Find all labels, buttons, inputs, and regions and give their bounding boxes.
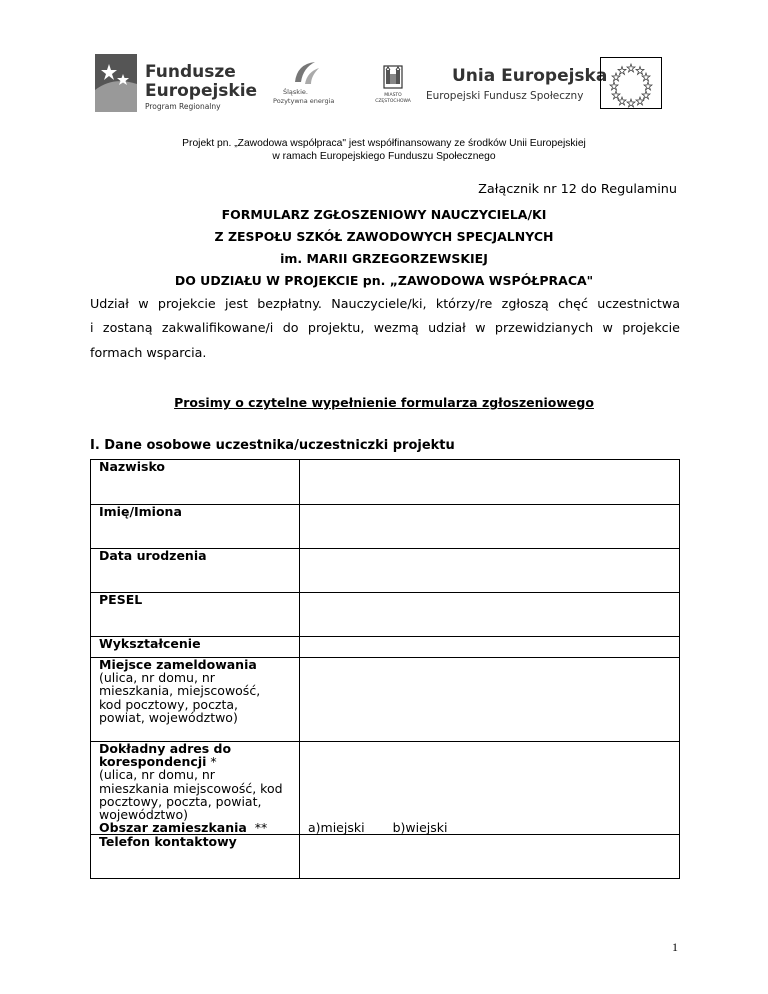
row-telefon bbox=[91, 835, 680, 879]
korespondencja-hint-2: mieszkania miejscowość, kod bbox=[99, 780, 283, 796]
fe-subtitle: Program Regionalny bbox=[145, 102, 221, 111]
zameldowanie-hint-3: kod pocztowy, poczta, bbox=[99, 696, 239, 712]
intro-line3: formach wsparcia. bbox=[90, 344, 207, 360]
zameldowanie-hint-2: mieszkania, miejscowość, bbox=[99, 683, 261, 699]
zameldowanie-hint-4: powiat, województwo) bbox=[99, 709, 238, 725]
fill-instruction: Prosimy o czytelne wypełnienie formularza zgłoszeniowego bbox=[174, 395, 594, 410]
slaskie-logo bbox=[273, 58, 343, 114]
field-imie[interactable] bbox=[300, 505, 680, 549]
field-telefon[interactable] bbox=[300, 835, 680, 879]
label-data-urodzenia: Data urodzenia bbox=[91, 549, 300, 593]
city-label bbox=[367, 93, 419, 104]
label-imie: Imię/Imiona bbox=[91, 505, 300, 549]
personal-data-table bbox=[90, 459, 680, 879]
city-label-line2: CZĘSTOCHOWA bbox=[375, 98, 411, 104]
title-line1: FORMULARZ ZGŁOSZENIOWY NAUCZYCIELA/KI bbox=[221, 207, 547, 222]
obszar-label-text: Obszar zamieszkania bbox=[99, 820, 247, 836]
korespondencja-title-2-text: korespondencji bbox=[99, 754, 207, 770]
label-korespondencja bbox=[91, 742, 300, 835]
slaskie-swirl-icon bbox=[291, 58, 321, 86]
obszar-options bbox=[308, 816, 679, 834]
city-crest-icon bbox=[373, 64, 413, 92]
label-telefon: Telefon kontaktowy bbox=[91, 835, 300, 879]
field-nazwisko[interactable] bbox=[300, 460, 680, 505]
row-zameldowanie bbox=[91, 658, 680, 742]
zameldowanie-hint-1: (ulica, nr domu, nr bbox=[99, 670, 215, 686]
korespondencja-star: * bbox=[206, 754, 217, 770]
field-wyksztalcenie[interactable] bbox=[300, 637, 680, 658]
korespondencja-title-1: Dokładny adres do bbox=[99, 741, 232, 756]
intro-paragraph bbox=[90, 292, 680, 365]
annex-label: Załącznik nr 12 do Regulaminu bbox=[478, 182, 677, 197]
fe-title-line2: Europejskie bbox=[145, 81, 258, 101]
funding-line1: Projekt pn. „Zawodowa współpraca" jest współfinansowany ze środków Unii Europejskiej bbox=[182, 138, 586, 149]
city-label-line1: MIASTO bbox=[384, 93, 402, 98]
slaskie-line2: Pozytywna energia bbox=[273, 97, 335, 105]
czestochowa-logo bbox=[373, 64, 413, 114]
zameldowanie-title: Miejsce zameldowania bbox=[99, 657, 257, 672]
logo-band bbox=[95, 52, 655, 114]
field-pesel[interactable] bbox=[300, 593, 680, 637]
obszar-star: ** bbox=[246, 820, 268, 836]
page-number: 1 bbox=[672, 940, 678, 954]
title-line2: Z ZESPOŁU SZKÓŁ ZAWODOWYCH SPECJALNYCH bbox=[214, 229, 554, 244]
funding-statement bbox=[0, 138, 768, 163]
korespondencja-hint-4: województwo) bbox=[99, 807, 189, 823]
section-title: I. Dane osobowe uczestnika/uczestniczki projektu bbox=[90, 438, 455, 453]
funding-line2: w ramach Europejskiego Funduszu Społecznego bbox=[272, 150, 496, 162]
field-zameldowanie[interactable] bbox=[300, 658, 680, 742]
label-zameldowanie bbox=[91, 658, 300, 742]
field-korespondencja[interactable] bbox=[300, 742, 680, 835]
label-pesel: PESEL bbox=[91, 593, 300, 637]
eu-title: Unia Europejska bbox=[452, 66, 608, 86]
eu-subtitle: Europejski Fundusz Społeczny bbox=[426, 90, 584, 102]
label-wyksztalcenie: Wykształcenie bbox=[91, 637, 300, 658]
title-line3: im. MARII GRZEGORZEWSKIEJ bbox=[280, 251, 488, 266]
obszar-option-miejski[interactable]: a)miejski bbox=[308, 820, 365, 836]
row-wyksztalcenie bbox=[91, 637, 680, 658]
korespondencja-hint-3: pocztowy, poczta, powiat, bbox=[99, 793, 262, 809]
obszar-option-wiejski[interactable]: b)wiejski bbox=[392, 820, 448, 836]
fe-title-line1: Fundusze bbox=[145, 62, 236, 82]
field-data-urodzenia[interactable] bbox=[300, 549, 680, 593]
row-korespondencja bbox=[91, 742, 680, 835]
row-pesel bbox=[91, 593, 680, 637]
label-nazwisko: Nazwisko bbox=[91, 460, 300, 505]
row-nazwisko bbox=[91, 460, 680, 505]
row-data-urodzenia bbox=[91, 549, 680, 593]
korespondencja-hint-1: (ulica, nr domu, nr bbox=[99, 767, 215, 783]
eu-flag-icon bbox=[600, 57, 662, 109]
form-title bbox=[0, 204, 768, 292]
title-line4: DO UDZIAŁU W PROJEKCIE pn. „ZAWODOWA WSPÓŁPRACA" bbox=[174, 273, 594, 288]
slaskie-line1: Śląskie. bbox=[283, 88, 308, 96]
fe-star-flag-icon bbox=[95, 54, 137, 112]
row-imie bbox=[91, 505, 680, 549]
intro-line2: i zostaną zakwalifikowane/i do projektu, wezmą udział w przewidzianych w projekcie bbox=[90, 320, 680, 336]
intro-line1: Udział w projekcie jest bezpłatny. Nauczyciele/ki, którzy/re zgłoszą chęć uczestnictwa bbox=[90, 296, 680, 311]
fundusze-europejskie-logo bbox=[95, 54, 265, 112]
obszar-label bbox=[99, 821, 299, 834]
